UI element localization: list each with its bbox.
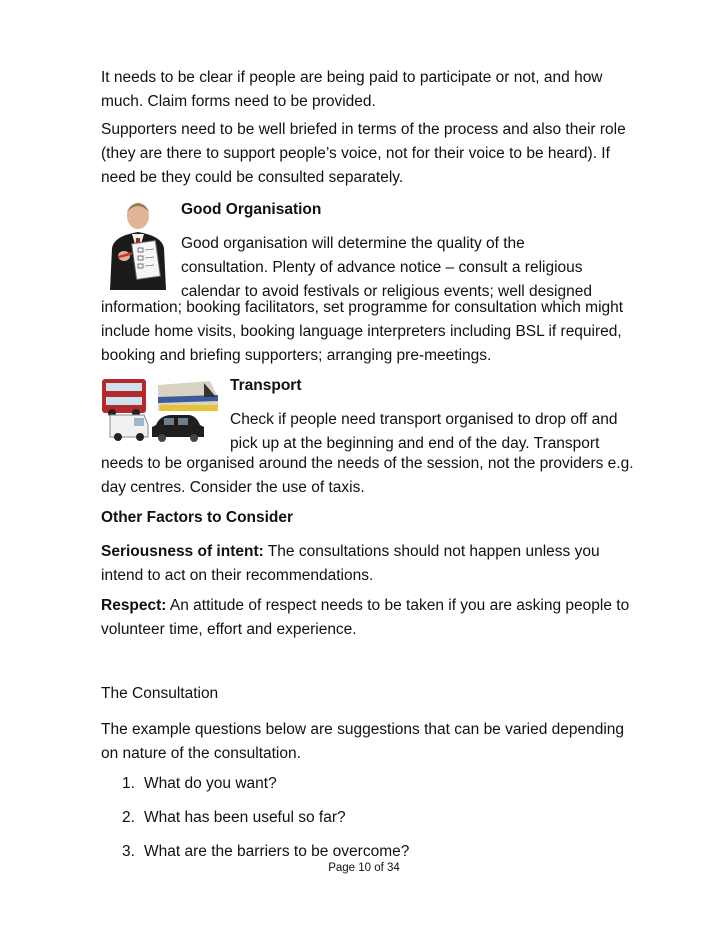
- list-text: What are the barriers to be overcome?: [144, 843, 410, 860]
- good-organisation-heading: Good Organisation: [181, 201, 322, 218]
- list-number: 3.: [122, 843, 135, 860]
- seriousness-label: Seriousness of intent:: [101, 543, 264, 560]
- good-organisation-line-2: consultation. Plenty of advance notice – consult a religious: [181, 259, 583, 276]
- respect-label: Respect:: [101, 597, 167, 614]
- transport-heading: Transport: [230, 377, 302, 394]
- list-text: What do you want?: [144, 775, 277, 792]
- transport-line-2: pick up at the beginning and end of the day. Transport: [230, 435, 600, 452]
- respect-text: An attitude of respect needs to be taken if you are asking people to volunteer time, effort and experience.: [101, 597, 630, 638]
- transport-continued: needs to be organised around the needs of the session, not the providers e.g. day centres. Consider the use of taxis.: [101, 455, 634, 496]
- list-text: What has been useful so far?: [144, 809, 346, 826]
- consultation-intro: The example questions below are suggestions that can be varied depending on nature of the consultation.: [101, 721, 625, 762]
- page-footer: Page 10 of 34: [328, 862, 400, 874]
- transport-line-1: Check if people need transport organised to drop off and: [230, 411, 618, 428]
- list-number: 1.: [122, 775, 135, 792]
- paragraph-supporters: Supporters need to be well briefed in terms of the process and also their role (they are there to support people’s voice, not for their voice to be heard). If need be they could be consulted separately.: [101, 121, 626, 186]
- list-item: [122, 806, 346, 830]
- list-number: 2.: [122, 809, 135, 826]
- paragraph-respect: [101, 594, 641, 642]
- paragraph-payment: It needs to be clear if people are being paid to participate or not, and how much. Claim forms need to be provided.: [101, 69, 603, 110]
- consultation-heading: The Consultation: [101, 685, 219, 702]
- good-organisation-line-1: Good organisation will determine the quality of the: [181, 235, 525, 252]
- good-organisation-continued: information; booking facilitators, set programme for consultation which might include home visits, booking language interpreters including BSL if required, booking and briefing supporters; arranging pre-meetings.: [101, 299, 624, 364]
- checklist-person-icon: [100, 198, 176, 290]
- list-item: [122, 840, 409, 864]
- transport-vehicles-icon: [100, 375, 220, 443]
- list-item: [122, 772, 277, 796]
- good-organisation-line-3: calendar to avoid festivals or religious events; well designed: [181, 283, 592, 300]
- other-factors-heading: Other Factors to Consider: [101, 509, 294, 526]
- paragraph-seriousness: [101, 540, 641, 588]
- seriousness-text: The consultations should not happen unless you intend to act on their recommendations.: [101, 543, 600, 584]
